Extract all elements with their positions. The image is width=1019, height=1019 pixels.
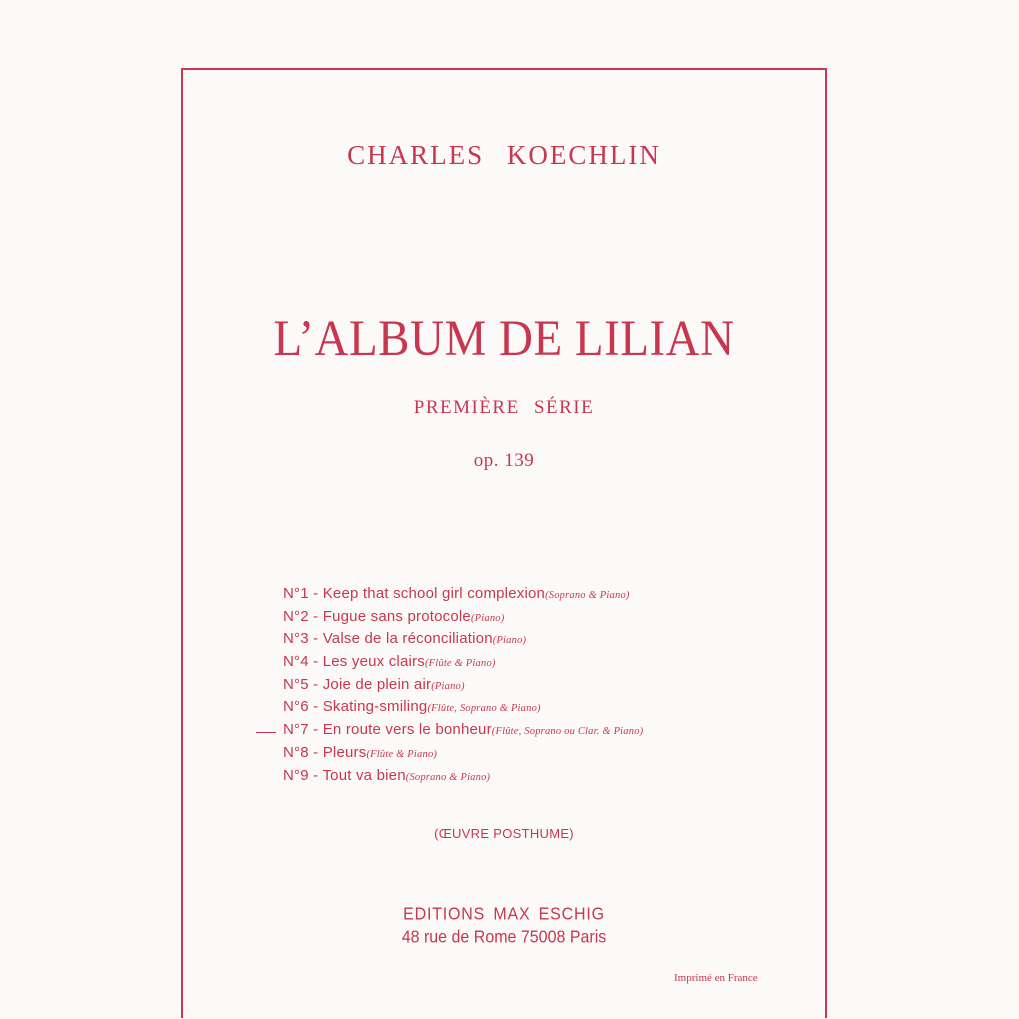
work-number: N°2 - [283,607,319,625]
work-title: Pleurs [322,743,367,761]
work-title: Les yeux clairs [322,653,425,671]
printed-in-note: Imprimé en France [674,972,758,984]
work-item-2 [283,606,643,629]
work-instruments: (Soprano & Piano) [545,590,630,601]
work-item-4 [283,651,643,674]
composer-name: CHARLES KOECHLIN [347,140,661,170]
work-number: N°1 - [283,585,319,602]
selection-marker-dash [256,732,276,733]
work-title: En route vers le bonheur [322,721,492,739]
work-item-3 [283,628,643,651]
work-item-8 [283,742,643,765]
work-number: N°6 - [283,698,319,716]
work-instruments: (Soprano & Piano) [405,771,491,783]
work-title: Tout va bien [322,766,406,784]
work-number: N°7 - [283,721,319,739]
series-subtitle: PREMIÈRE SÉRIE [413,397,595,418]
work-number: N°5 - [283,675,319,693]
work-instruments: (Piano) [492,635,527,647]
cover-border-frame [181,68,827,1018]
work-title: Fugue sans protocole [322,607,471,625]
work-item-9 [283,765,643,788]
opus-number: op. 139 [473,450,535,471]
work-item-6 [283,696,643,719]
work-number: N°3 - [283,630,319,648]
publisher-address: 48 rue de Rome 75008 Paris [401,928,607,947]
work-number: N°4 - [283,653,319,671]
work-title: Valse de la réconciliation [322,630,493,648]
work-item-1 [283,583,643,606]
work-instruments: (Flûte & Piano) [366,748,438,760]
publisher-name: EDITIONS MAX ESCHIG [403,905,605,924]
work-instruments: (Piano) [431,680,465,692]
work-item-5 [283,674,643,697]
work-title: Skating-smiling [322,698,428,716]
work-title: Keep that school girl complexion [322,585,546,602]
album-title: L’ALBUM DE LILIAN [273,310,735,368]
work-instruments: (Piano) [470,612,505,624]
works-list [283,583,643,787]
work-number: N°9 - [283,766,319,784]
work-instruments: (Flûte, Soprano ou Clar. & Piano) [491,726,644,738]
work-title: Joie de plein air [322,675,432,693]
work-number: N°8 - [283,743,319,761]
work-instruments: (Flûte & Piano) [424,658,496,670]
work-instruments: (Flûte, Soprano & Piano) [427,703,541,715]
posthumous-note: (ŒUVRE POSTHUME) [434,826,574,841]
work-item-7 [283,719,643,742]
